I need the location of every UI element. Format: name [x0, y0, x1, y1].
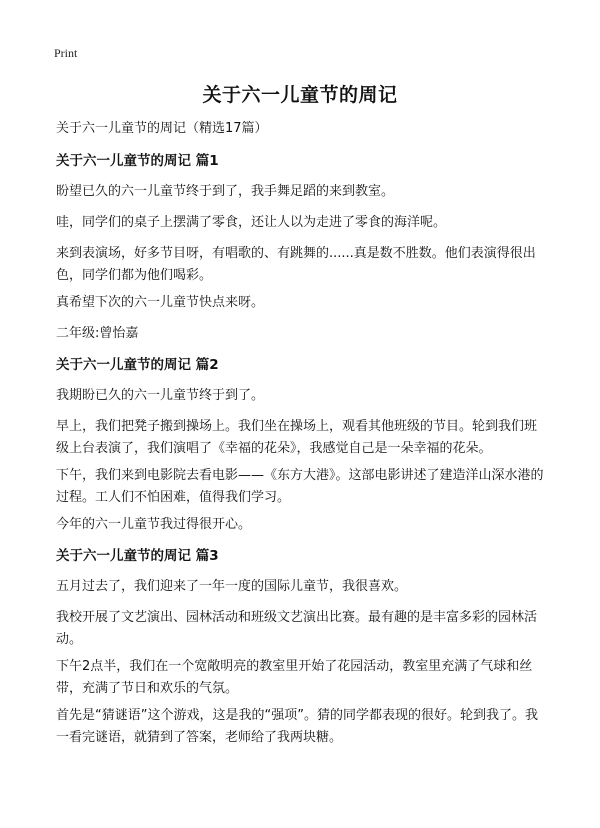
paragraph: 下午，我们来到电影院去看电影——《东方大港》。这部电影讲述了建造洋山深水港的过程。工人们不怕困难，值得我们学习。 [56, 468, 544, 505]
paragraph: 盼望已久的六一儿童节终于到了，我手舞足蹈的来到教室。 [56, 184, 395, 199]
paragraph: 哇，同学们的桌子上摆满了零食，还让人以为走进了零食的海洋呢。 [56, 215, 447, 230]
document-title: 关于六一儿童节的周记 [202, 84, 398, 106]
paragraph: 早上，我们把凳子搬到操场上。我们坐在操场上，观看其他班级的节目。轮到我们班级上台表演了，我们演唱了《幸福的花朵》，我感觉自己是一朵幸福的花朵。 [56, 419, 538, 456]
paragraph: 下午2点半，我们在一个宽敞明亮的教室里开始了花园活动，教室里充满了气球和丝带，充满了节日和欢乐的气氛。 [56, 659, 533, 696]
paragraph: 今年的六一儿童节我过得很开心。 [56, 517, 252, 532]
paragraph: 我期盼已久的六一儿童节终于到了。 [56, 388, 265, 403]
section-heading-1: 关于六一儿童节的周记 篇1 [56, 153, 219, 169]
section-heading-3: 关于六一儿童节的周记 篇3 [56, 548, 219, 564]
document-subtitle: 关于六一儿童节的周记（精选17篇） [56, 121, 268, 136]
author-line: 二年级:曾怡嘉 [56, 326, 139, 341]
paragraph: 来到表演场，好多节目呀，有唱歌的、有跳舞的......真是数不胜数。他们表演得很出色，同学们都为他们喝彩。 [56, 246, 536, 283]
paragraph: 首先是“猜谜语”这个游戏，这是我的“强项”。猜的同学都表现的很好。轮到我了。我一看完谜语，就猜到了答案，老师给了我两块糖。 [56, 708, 538, 745]
paragraph: 五月过去了，我们迎来了一年一度的国际儿童节，我很喜欢。 [56, 579, 408, 594]
paragraph: 我校开展了文艺演出、园林活动和班级文艺演出比赛。最有趣的是丰富多彩的园林活动。 [56, 610, 538, 647]
section-heading-2: 关于六一儿童节的周记 篇2 [56, 357, 219, 373]
paragraph: 真希望下次的六一儿童节快点来呀。 [56, 295, 265, 310]
print-label: Print [54, 46, 78, 60]
